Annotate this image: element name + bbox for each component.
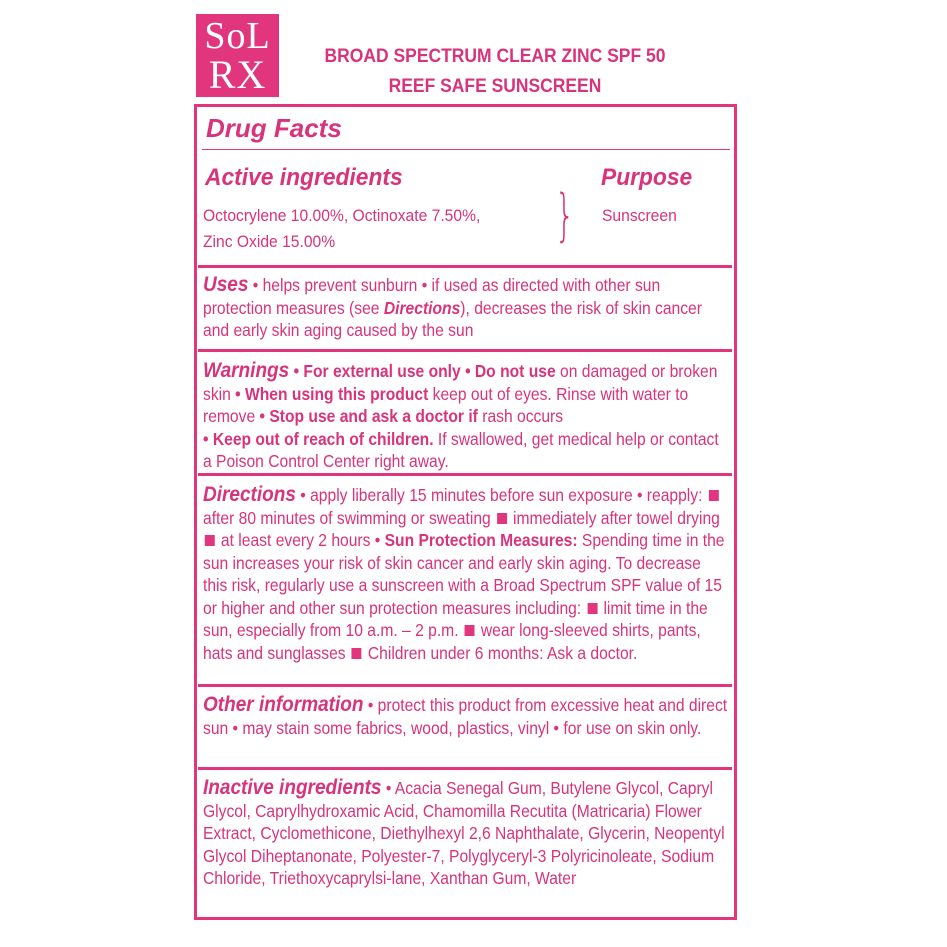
active-ingredients-line2: Zinc Oxide 15.00%	[203, 232, 336, 251]
warnings-text-3: rash occurs	[477, 406, 564, 426]
directions-text-4: at least every 2 hours •	[216, 530, 385, 550]
logo-line-rx: RX	[208, 52, 267, 97]
logo-line-sol: SoL	[204, 15, 271, 57]
warnings-label: Warnings	[203, 359, 290, 382]
warnings-text-4: If swallowed, get medical help or contact a Poison Control Center right away.	[203, 428, 719, 471]
directions-text-3: immediately after towel drying	[508, 507, 720, 528]
square-bullet-icon	[205, 535, 215, 546]
directions-text-6: limit time in the sun, especially from 10 a.m. – 2 p.m.	[203, 597, 708, 640]
directions-text-8: Children under 6 months: Ask a doctor.	[363, 642, 638, 663]
warnings-text-1: on damaged or broken skin	[203, 361, 718, 404]
directions-text-7: wear long-sleeved shirts, pants, hats and sunglasses	[203, 620, 701, 663]
directions-text-5: Spending time in the sun increases your risk of skin cancer and early skin aging. To decrease this risk, regularly use a sunscreen with a Broad Spectrum SPF value of 15 or higher and other sun protection measures including:	[203, 530, 725, 618]
uses-section	[203, 274, 728, 342]
inactive-ingredients-label: Inactive ingredients	[203, 776, 382, 799]
uses-label: Uses	[203, 273, 249, 296]
other-information-label: Other information	[203, 693, 364, 716]
divider-directions	[198, 684, 732, 687]
warnings-bold-1: • For external use only • Do not use	[289, 361, 556, 381]
other-information-section	[203, 694, 728, 739]
product-title-line2: REEF SAFE SUNSCREEN	[388, 76, 602, 97]
warnings-bold-3: • Stop use and ask a doctor if	[259, 406, 478, 426]
brace-icon: }	[555, 183, 575, 248]
square-bullet-icon	[497, 513, 507, 524]
active-ingredients-list	[203, 203, 507, 255]
purpose-heading: Purpose	[601, 164, 693, 191]
drug-facts-title: Drug Facts	[206, 113, 342, 143]
directions-section	[203, 484, 728, 664]
inactive-ingredients-section	[203, 777, 728, 890]
directions-label: Directions	[203, 483, 296, 506]
warnings-text-2: keep out of eyes. Rinse with water to remove	[203, 383, 689, 426]
square-bullet-icon	[587, 603, 597, 614]
uses-text-1: • helps prevent sunburn • if used as directed with other sun protection measures (see	[203, 275, 661, 318]
directions-text-1: • apply liberally 15 minutes before sun exposure • reapply:	[295, 485, 707, 505]
divider-warnings	[198, 473, 732, 476]
solrx-logo	[196, 14, 279, 97]
warnings-bold-4: • Keep out of reach of children.	[203, 428, 434, 449]
divider-uses	[198, 349, 732, 352]
divider-active	[198, 265, 732, 268]
title-divider	[202, 149, 730, 150]
active-ingredients-line1: Octocrylene 10.00%, Octinoxate 7.50%,	[203, 206, 481, 225]
other-information-text: • protect this product from excessive heat and direct sun • may stain some fabrics, wood, plastics, vinyl • for use on skin only.	[203, 695, 728, 738]
product-title-line1: BROAD SPECTRUM CLEAR ZINC SPF 50	[324, 46, 666, 67]
directions-text-2: after 80 minutes of swimming or sweating	[203, 507, 496, 528]
purpose-text: Sunscreen	[602, 206, 677, 225]
warnings-section	[203, 360, 728, 473]
square-bullet-icon	[465, 625, 475, 636]
warnings-bold-2: • When using this product	[235, 383, 429, 404]
uses-text-2: ), decreases the risk of skin cancer and early skin aging caused by the sun	[203, 297, 702, 340]
inactive-ingredients-text: • Acacia Senegal Gum, Butylene Glycol, Capryl Glycol, Caprylhydroxamic Acid, Chamomilla Recutita (Matricaria) Flower Extract, Cyclomethicone, Diethylhexyl 2,6 Naphthalate, Glycerin, Neopentyl Glycol Diheptanonate, Polyester-7, Polyglyceryl-3 Polyricinoleate, Sodium Chloride, Triethoxycaprylsi-lane, Xanthan Gum, Water	[203, 778, 725, 888]
uses-directions-ref: Directions	[383, 297, 461, 318]
square-bullet-icon	[352, 648, 362, 659]
sun-protection-measures: Sun Protection Measures:	[384, 530, 578, 550]
divider-other	[198, 767, 732, 770]
square-bullet-icon	[709, 490, 719, 501]
active-ingredients-heading: Active ingredients	[205, 164, 403, 191]
